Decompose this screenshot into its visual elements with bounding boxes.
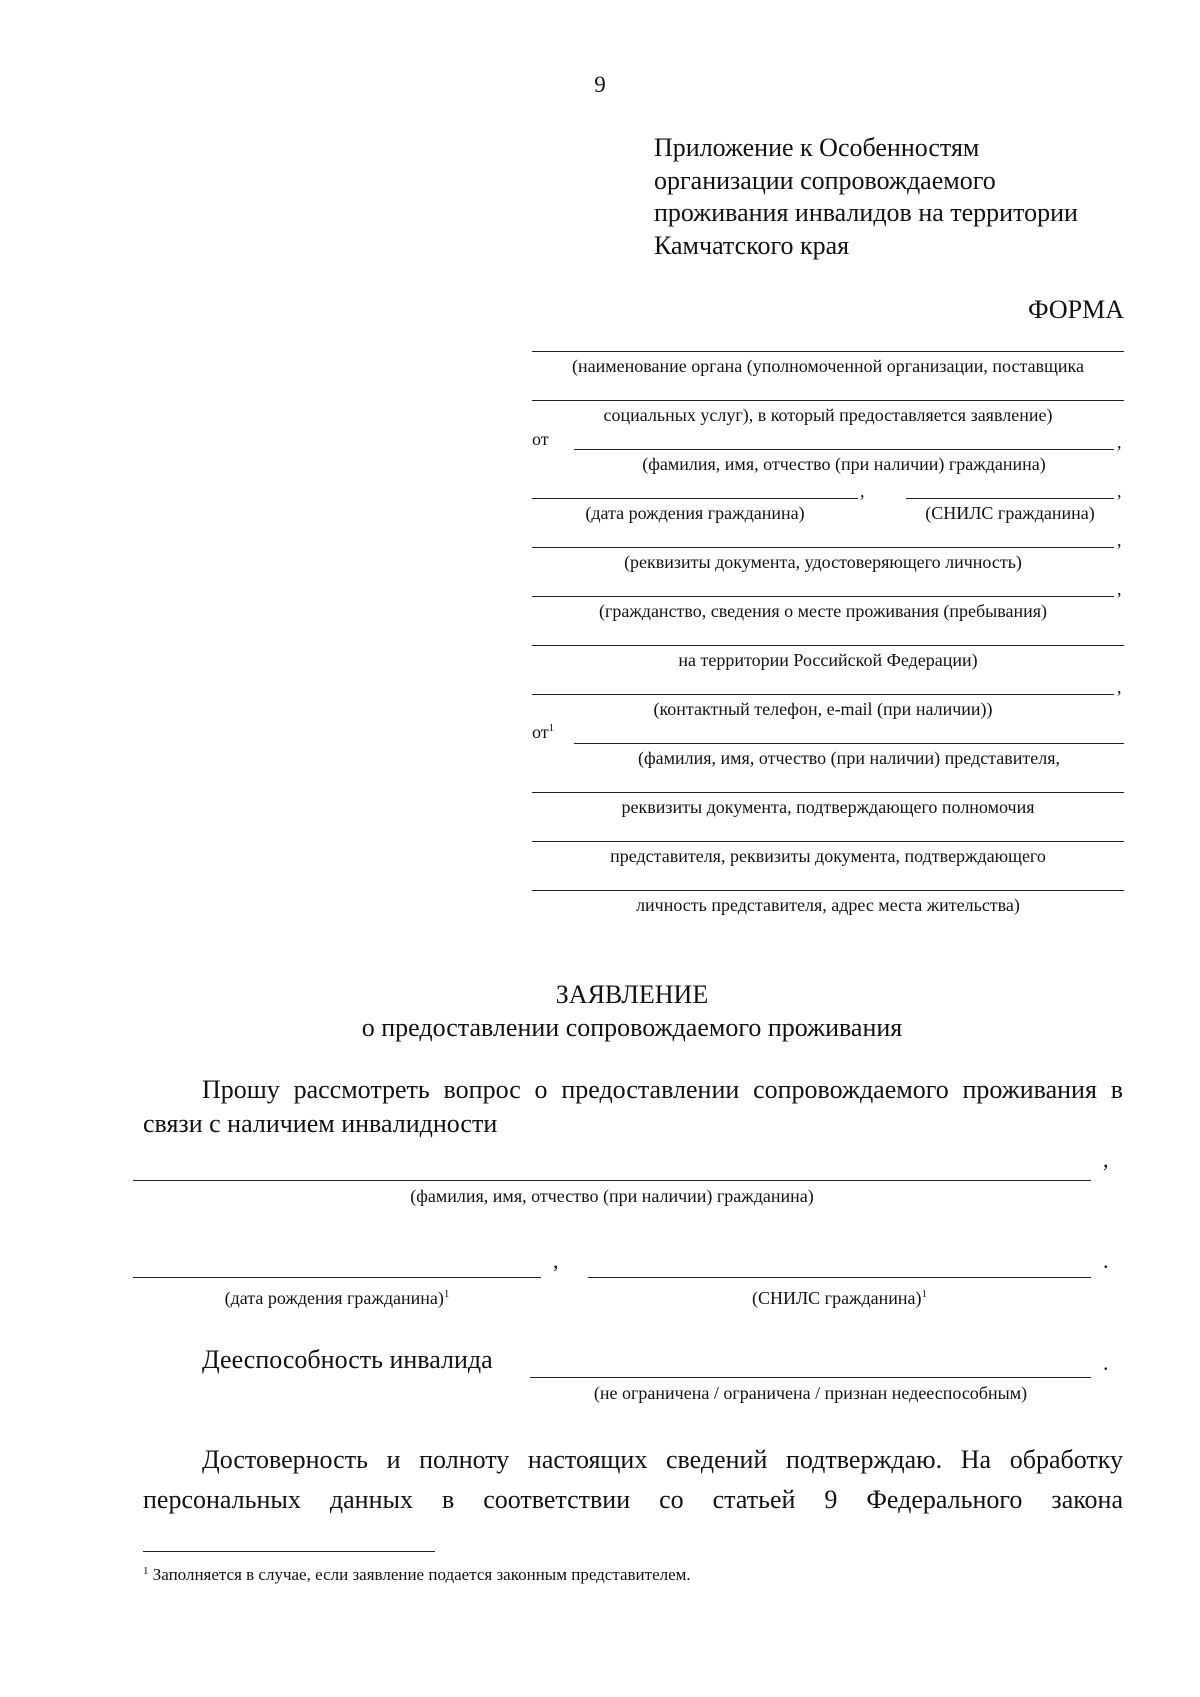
capacity-label: Дееспособность инвалида bbox=[202, 1345, 493, 1374]
representative-field[interactable] bbox=[574, 743, 1124, 744]
comma: , bbox=[1103, 1147, 1109, 1172]
capacity-caption: (не ограничена / ограничена / признан недееспособным) bbox=[593, 1383, 1028, 1403]
from-label: от bbox=[532, 429, 549, 449]
from-representative-label: $от^1$ bbox=[532, 722, 555, 742]
representative-address-caption: личность представителя, адрес места жительства) bbox=[636, 895, 1020, 915]
birth-date-caption: (дата рождения гражданина) bbox=[585, 503, 805, 523]
citizen-name-caption: (фамилия, имя, отчество (при наличии) гражданина) bbox=[642, 454, 1046, 474]
citizen-snils-caption: (СНИЛС гражданина)$^1$ bbox=[751, 1288, 928, 1308]
residence-caption: на территории Российской Федерации) bbox=[678, 650, 978, 670]
request-paragraph: Прошу рассмотреть вопрос о предоставлении сопровождаемого проживания в связи с наличием инвалидности bbox=[143, 1075, 1123, 1138]
comma: , bbox=[553, 1248, 559, 1273]
residence-field[interactable] bbox=[532, 645, 1124, 646]
capacity-field[interactable] bbox=[530, 1377, 1091, 1378]
appendix-line: проживания инвалидов на территории bbox=[654, 198, 1078, 227]
representative-id-caption: представителя, реквизиты документа, подтверждающего bbox=[610, 846, 1046, 866]
representative-authority-caption: реквизиты документа, подтверждающего полномочия bbox=[621, 797, 1035, 817]
citizenship-caption: (гражданство, сведения о месте проживания (пребывания) bbox=[598, 601, 1048, 621]
appendix-line: организации сопровождаемого bbox=[654, 165, 996, 195]
comma: , bbox=[1117, 579, 1122, 599]
citizen-birth-date-caption: (дата рождения гражданина)$^1$ bbox=[224, 1288, 450, 1308]
document-title: ЗАЯВЛЕНИЕ bbox=[555, 980, 709, 1009]
birth-date-field[interactable] bbox=[532, 498, 858, 499]
representative-id-field[interactable] bbox=[532, 841, 1124, 842]
id-document-field[interactable] bbox=[532, 547, 1114, 548]
consent-paragraph: Достоверность и полноту настоящих сведений подтверждаю. На обработку персональных данных в соответствии со статьей 9 Федерального закона bbox=[143, 1445, 1123, 1514]
form-label: ФОРМА bbox=[1028, 295, 1124, 324]
citizen-fio-caption: (фамилия, имя, отчество (при наличии) гражданина) bbox=[410, 1186, 814, 1206]
representative-address-field[interactable] bbox=[532, 890, 1124, 891]
citizen-snils-field[interactable] bbox=[588, 1277, 1091, 1278]
citizen-birth-date-field[interactable] bbox=[133, 1277, 541, 1278]
period: . bbox=[1103, 1248, 1109, 1273]
id-document-caption: (реквизиты документа, удостоверяющего личность) bbox=[624, 552, 1022, 572]
period: . bbox=[1103, 1350, 1109, 1375]
contact-caption: (контактный телефон, e-mail (при наличии)) bbox=[653, 699, 993, 719]
authority-caption: (наименование органа (уполномоченной организации, поставщика bbox=[571, 356, 1085, 376]
authority-caption-cont: социальных услуг), в который предоставляется заявление) bbox=[603, 405, 1053, 425]
document-subtitle: о предоставлении сопровождаемого проживания bbox=[361, 1013, 903, 1042]
citizen-name-field[interactable] bbox=[574, 449, 1114, 450]
citizen-fio-field[interactable] bbox=[133, 1180, 1091, 1181]
footnote-ref: 1 bbox=[548, 722, 555, 734]
representative-caption: (фамилия, имя, отчество (при наличии) представителя, bbox=[637, 748, 1061, 768]
footnote: $^1$ Заполняется в случае, если заявление подается законным представителем. bbox=[143, 1565, 691, 1584]
footnote-divider bbox=[143, 1551, 435, 1552]
citizenship-field[interactable] bbox=[532, 596, 1114, 597]
snils-caption: (СНИЛС гражданина) bbox=[925, 503, 1095, 523]
comma: , bbox=[1117, 677, 1122, 697]
footnote-ref: 1 bbox=[443, 1288, 450, 1300]
comma: , bbox=[1117, 432, 1122, 452]
footnote-ref: 1 bbox=[143, 1565, 149, 1577]
comma: , bbox=[860, 481, 865, 501]
comma: , bbox=[1117, 530, 1122, 550]
contact-field[interactable] bbox=[532, 694, 1114, 695]
authority-field[interactable] bbox=[532, 351, 1124, 352]
appendix-line: Камчатского края bbox=[654, 230, 850, 260]
page-number: 9 bbox=[594, 72, 606, 97]
footnote-ref: 1 bbox=[921, 1288, 928, 1300]
comma: , bbox=[1117, 481, 1122, 501]
authority-field-cont[interactable] bbox=[532, 400, 1124, 401]
representative-authority-field[interactable] bbox=[532, 792, 1124, 793]
snils-field[interactable] bbox=[906, 498, 1114, 499]
appendix-line: Приложение к Особенностям bbox=[654, 133, 980, 162]
appendix-note bbox=[654, 132, 1124, 262]
